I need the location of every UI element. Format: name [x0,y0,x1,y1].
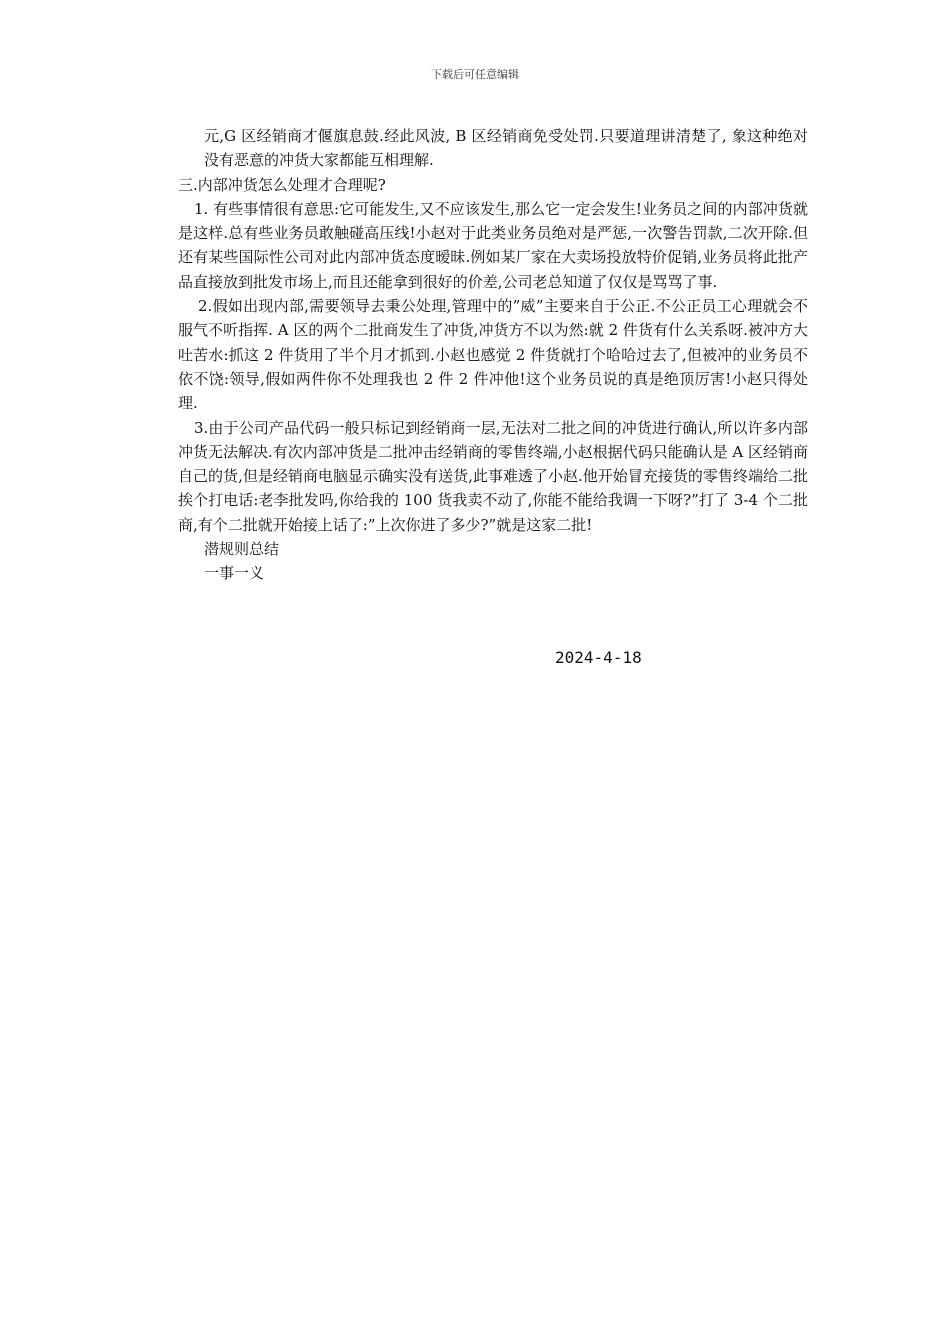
paragraph-item-3: 3.由于公司产品代码一般只标记到经销商一层,无法对二批之间的冲货进行确认,所以许多内部冲货无法解决.有次内部冲货是二批冲击经销商的零售终端,小赵根据代码只能确认是 A 区经销商自己的货,但是经销商电脑显示确实没有送货,此事难透了小赵.他开始冒充接货的零售终端给二批挨个打电话:老李批发吗,你给我的 100 货我卖不动了,你能不能给我调一下呀?”打了 3-4 个二批商,有个二批就开始接上话了:”上次你进了多少?”就是这家二批! [178,418,808,534]
section-heading: 三.内部冲货怎么处理才合理呢? [178,175,386,194]
document-body [178,124,808,586]
paragraph-item-1: 1. 有些事情很有意思:它可能发生,又不应该发生,那么它一定会发生!业务员之间的内部冲货就是这样.总有些业务员敢触碰高压线!小赵对于此类业务员绝对是严惩,一次警告罚款,二次开除.但还有某些国际性公司对此内部冲货态度暧昧.例如某厂家在大卖场投放特价促销,业务员将此批产品直接放到批发市场上,而且还能拿到很好的价差,公司老总知道了仅仅是骂骂了事. [178,199,808,291]
summary-label: 潜规则总结 [204,540,280,559]
signature-line: 一事一义 [204,564,265,583]
paragraph-continuation: 元,G 区经销商才偃旗息鼓.经此风波, B 区经销商免受处罚.只要道理讲清楚了, 象这种绝对没有恶意的冲货大家都能互相理解. [204,127,808,170]
paragraph-item-2: 2.假如出现内部,需要领导去秉公处理,管理中的”威”主要来自于公正.不公正员工心理就会不服气不听指挥. A 区的两个二批商发生了冲货,冲货方不以为然:就 2 件货有什么关系呀.被冲方大吐苦水:抓这 2 件货用了半个月才抓到.小赵也感觉 2 件货就打个哈哈过去了,但被冲的业务员不依不饶:领导,假如两件你不处理我也 2 件 2 件冲他!这个业务员说的真是绝顶厉害!小赵只得处理. [178,297,808,413]
document-date: 2024-4-18 [555,648,642,667]
page-header: 下载后可任意编辑 [431,68,519,81]
